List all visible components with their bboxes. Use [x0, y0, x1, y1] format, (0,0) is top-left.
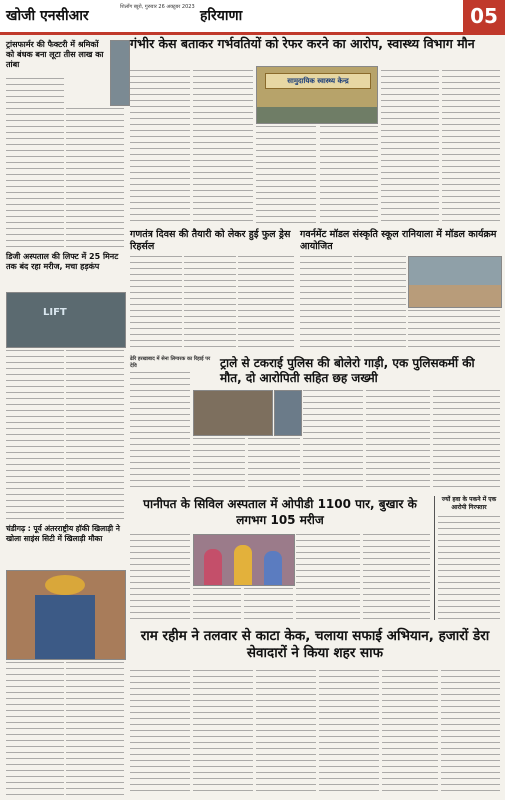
- republic-text-2: [184, 256, 236, 351]
- page-number: 05: [463, 0, 505, 32]
- bottom-text-2: [193, 670, 253, 796]
- masthead: [0, 0, 505, 35]
- lift-text-2: [66, 350, 124, 520]
- accident-photo-2: [274, 390, 302, 436]
- top-story-col-5: [381, 70, 439, 225]
- top-story-col-4: [320, 126, 378, 225]
- dateline: शिलाँग ब्यूरो, गुरुवार 26 अक्टूबर 2023: [120, 4, 195, 10]
- hospital-sign: सामुदायिक स्वास्थ्य केन्द्र: [265, 73, 371, 89]
- opd-photo: [193, 534, 295, 586]
- accident-text-6: [433, 390, 500, 490]
- school-text-3: [408, 310, 500, 351]
- opd-headline: पानीपत के सिविल अस्पताल में ओपीडी 1100 पार, बुखार के लगभग 105 मरीज: [143, 497, 417, 527]
- lift-photo-label: LIFT: [43, 307, 67, 318]
- accident-kicker: ढेरि हरखाबाद में सेना लिग्वरक का रिहाई पर देवि: [130, 356, 211, 369]
- opd-text-5: [363, 534, 430, 620]
- opd-text-3: [244, 588, 293, 620]
- bottom-text-3: [256, 670, 316, 796]
- bottom-headline: राम रहीम ने तलवार से काटा केक, चलाया सफाई अभियान, हजारों डेरा सेवादारों ने किया शहर साफ: [140, 628, 490, 661]
- school-photo: [408, 256, 502, 308]
- lift-photo: [6, 292, 126, 348]
- side-box-divider: [434, 496, 435, 620]
- opd-text-1: [130, 534, 190, 620]
- chandigarh-text-1: [6, 662, 64, 796]
- school-text-1: [300, 256, 352, 351]
- left-top-headline: ट्रांसफार्मर की फैक्टरी में श्रमिकों को बंधक बना लूटा तीस लाख का तांबा: [6, 40, 104, 69]
- school-text-2: [354, 256, 406, 351]
- section-title: हरियाणा: [200, 8, 243, 24]
- top-headline: गंभीर केस बताकर गर्भवतियों को रेफर करने का आरोप, स्वास्थ्य विभाग मौन: [130, 36, 475, 51]
- top-story-col-1: [130, 70, 190, 225]
- top-story-col-3: [256, 126, 316, 225]
- opd-text-4: [296, 534, 360, 620]
- lift-text-1: [6, 350, 64, 520]
- side-box-headline: ज्यों हवा के पकने में एक आरोपी गिरफ्तार: [441, 496, 497, 511]
- accident-text-5: [366, 390, 430, 490]
- chandigarh-photo: [6, 570, 126, 660]
- republic-headline: गणतंत्र दिवस की तैयारी को लेकर हुई फुल ड्रेस रिहर्सल: [130, 229, 291, 252]
- school-headline: गवर्नमेंट मॉडल संस्कृति स्कूल रानियाला में मॉडल कार्यक्रम आयोजित: [300, 229, 497, 252]
- side-box-text: [438, 516, 500, 620]
- accident-photo-1: [193, 390, 273, 436]
- accident-text-2: [193, 438, 245, 490]
- top-story-col-6: [442, 70, 500, 225]
- left-top-text-2: [66, 108, 124, 248]
- newspaper-brand: खोजी एनसीआर: [6, 8, 89, 24]
- accident-headline: ट्राले से टकराई पुलिस की बोलेरो गाड़ी, एक पुलिसकर्मी की मौत, दो आरोपिती सहित छह जख्मी: [220, 356, 475, 385]
- chandigarh-headline: चंडीगढ़ : पूर्व अंतरराष्ट्रीय हॉकी खिलाड़ी ने खोला साइंस सिटी में खिलाड़ी मौका: [6, 524, 120, 543]
- republic-text-3: [238, 256, 294, 351]
- bottom-text-1: [130, 670, 190, 796]
- lift-headline: डिजी अस्पताल की लिफ्ट में 25 मिनट तक बंद रहा मरीज, मचा हड़कंप: [6, 252, 119, 271]
- accident-text-4: [303, 390, 363, 490]
- top-story-photo: [256, 66, 378, 124]
- opd-text-2: [193, 588, 241, 620]
- left-top-photo: [110, 40, 130, 106]
- bottom-text-6: [441, 670, 500, 796]
- chandigarh-text-2: [66, 662, 124, 796]
- republic-text-1: [130, 256, 182, 351]
- bottom-text-5: [382, 670, 438, 796]
- accident-text-1: [130, 372, 190, 490]
- top-story-col-2: [193, 70, 253, 225]
- accident-text-3: [248, 438, 300, 490]
- left-top-text: [6, 78, 64, 248]
- bottom-text-4: [319, 670, 379, 796]
